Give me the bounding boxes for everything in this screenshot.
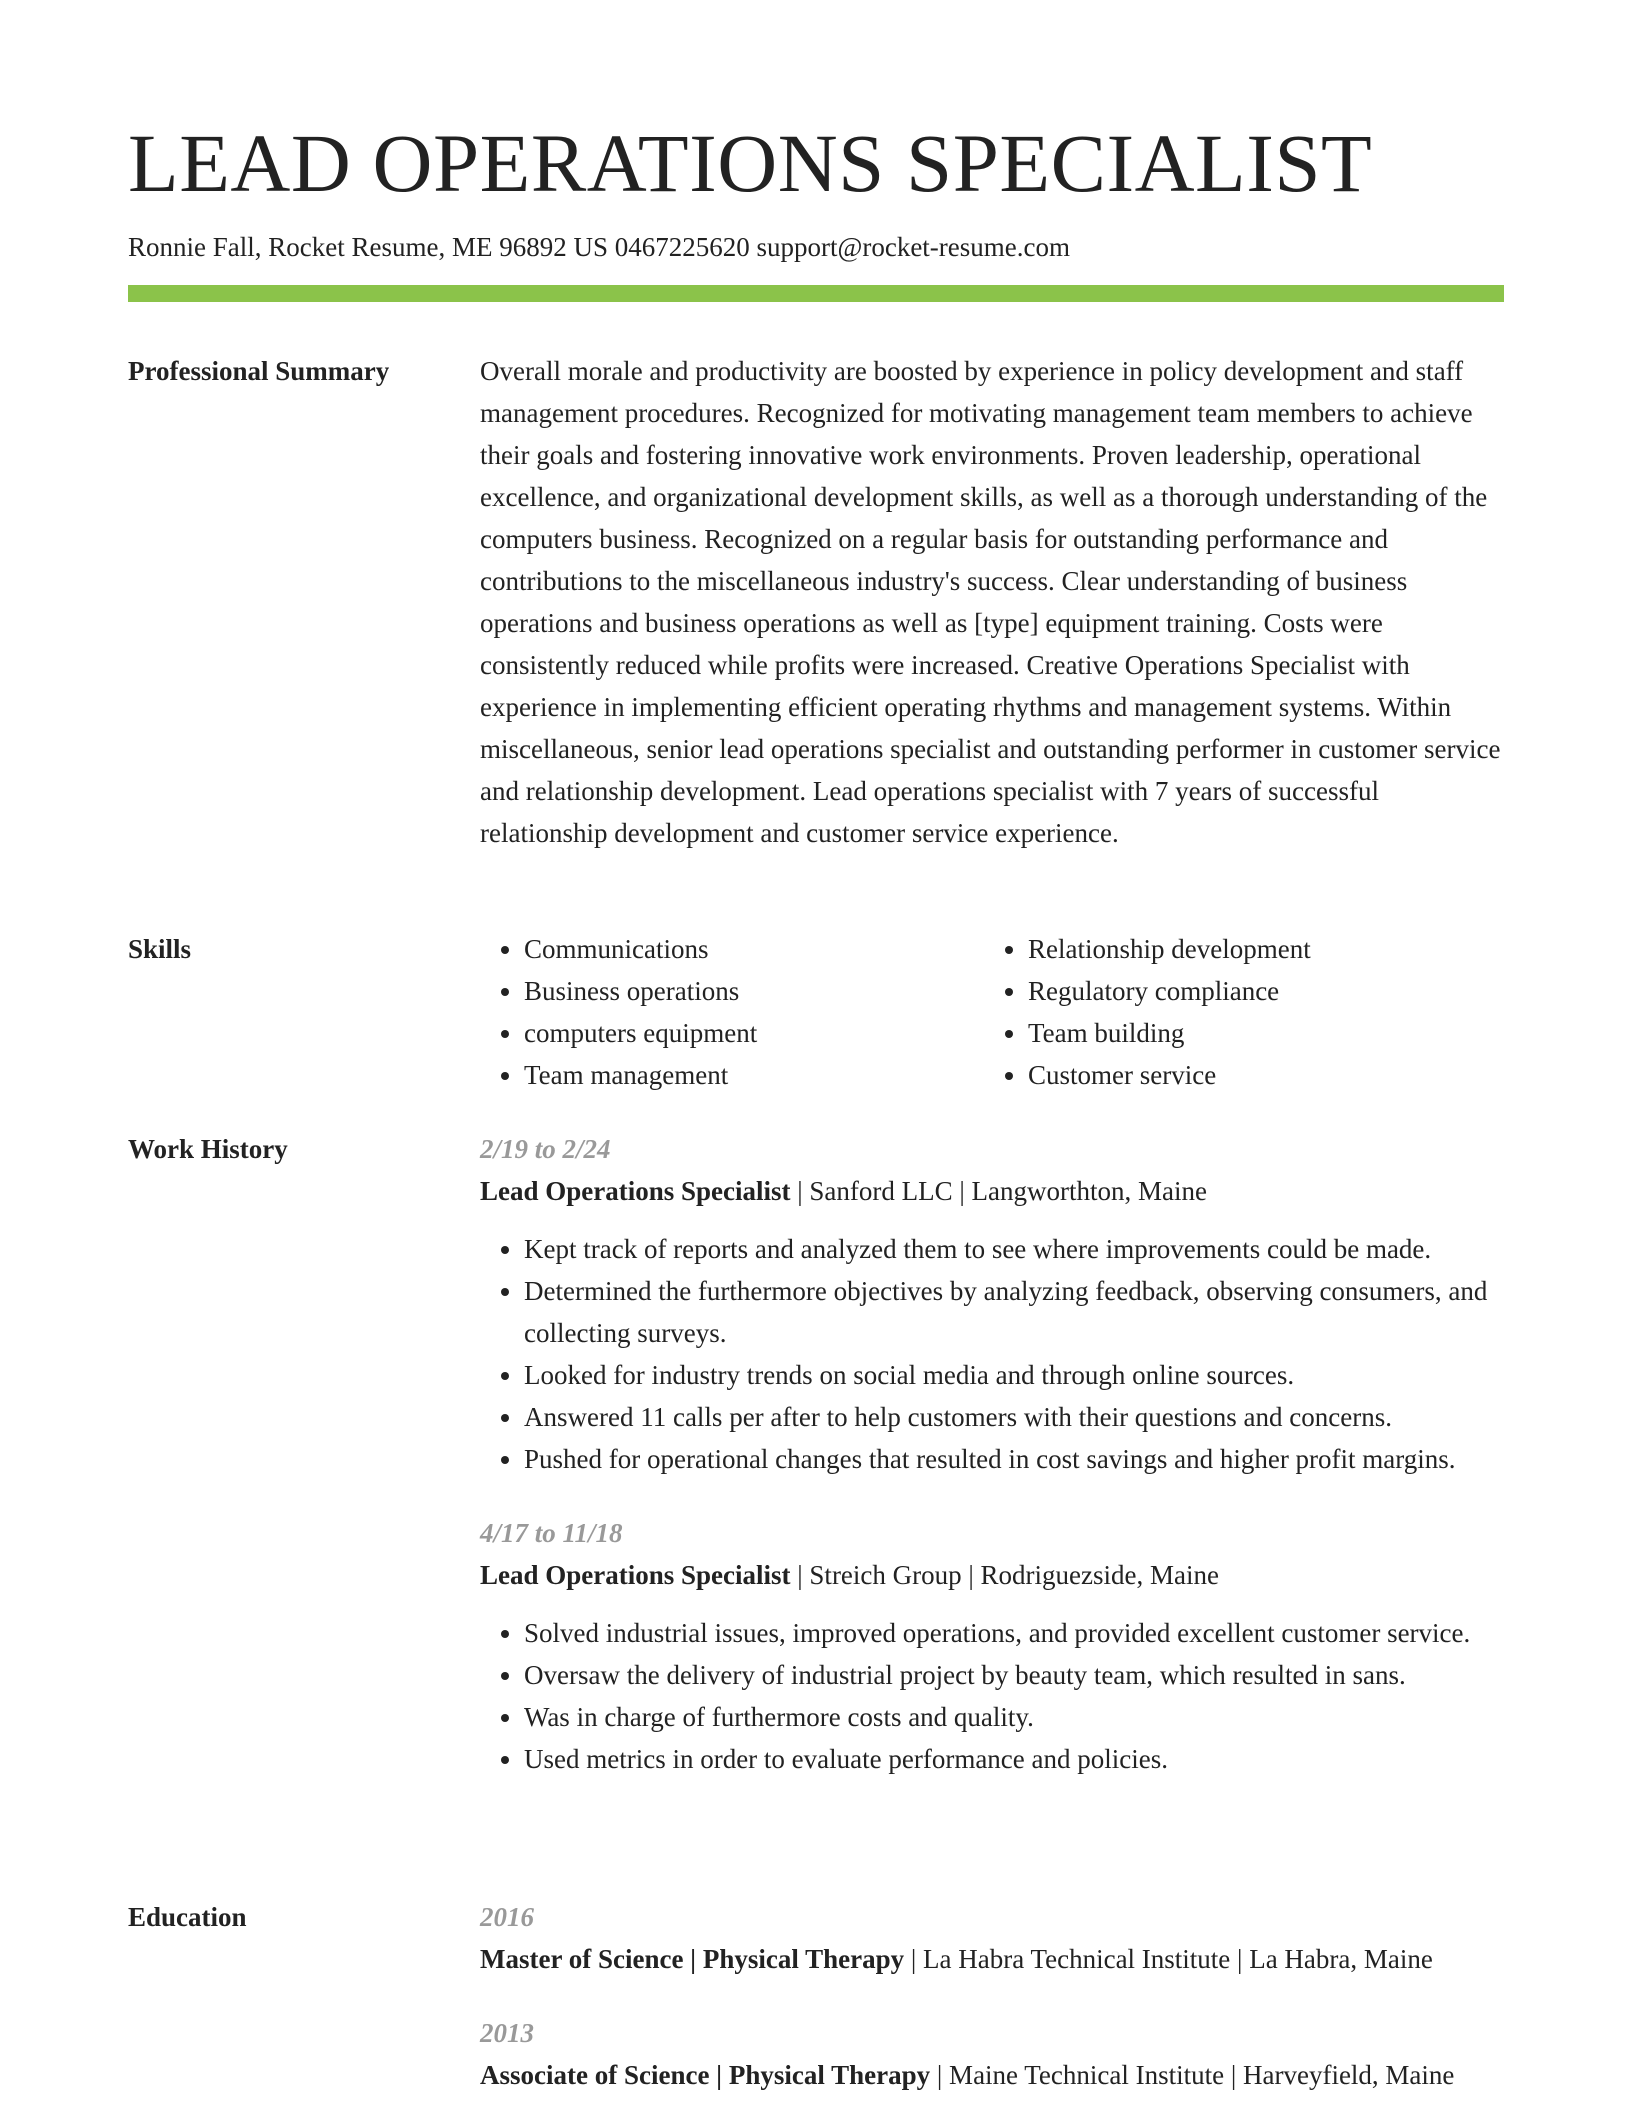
skill-item: • Communications [524, 928, 984, 970]
job-bullet: • Solved industrial issues, improved operations, and provided excellent customer service. [524, 1612, 1506, 1654]
job-bullet: • Used metrics in order to evaluate performance and policies. [524, 1738, 1506, 1780]
job-role-line [480, 1554, 1506, 1596]
job-bullets [480, 1228, 1506, 1480]
skill-item: • Relationship development [1028, 928, 1488, 970]
education-entry [480, 2012, 1506, 2096]
education-school-location: | Maine Technical Institute | Harveyfield, Maine [930, 2060, 1455, 2090]
skills-columns [480, 928, 1506, 1096]
accent-divider [128, 285, 1504, 302]
resume-title: LEAD OPERATIONS SPECIALIST [128, 117, 1373, 209]
education-school-location: | La Habra Technical Institute | La Habra, Maine [904, 1944, 1433, 1974]
job-title: Lead Operations Specialist [480, 1176, 791, 1206]
job-role-line [480, 1170, 1506, 1212]
job-title: Lead Operations Specialist [480, 1560, 791, 1590]
skills-list-right [984, 928, 1488, 1096]
job-dates: 2/19 to 2/24 [480, 1134, 611, 1164]
section-label-work-history: Work History [128, 1134, 288, 1164]
job-employer-location: | Streich Group | Rodriguezside, Maine [790, 1560, 1219, 1590]
job-dates: 4/17 to 11/18 [480, 1518, 623, 1548]
work-history-body [480, 1128, 1506, 1780]
contact-line: Ronnie Fall, Rocket Resume, ME 96892 US 0467225620 support@rocket-resume.com [128, 232, 1070, 262]
education-degree: Associate of Science | Physical Therapy [480, 2060, 931, 2090]
education-line [480, 1938, 1506, 1980]
section-label-summary: Professional Summary [128, 356, 390, 386]
education-line [480, 2054, 1506, 2096]
job-entry [480, 1512, 1506, 1780]
education-body [480, 1896, 1506, 2096]
skill-item: • Team building [1028, 1012, 1488, 1054]
job-employer-location: | Sanford LLC | Langworthton, Maine [790, 1176, 1207, 1206]
job-entry [480, 1128, 1506, 1480]
education-degree: Master of Science | Physical Therapy [480, 1944, 905, 1974]
summary-text: Overall morale and productivity are boosted by experience in policy development and staff management procedures. Recognized for motivating management team members to achieve their goals and fostering innovative work environments. Proven leadership, operational excellence, and organizational development skills, as well as a thorough understanding of the computers business. Recognized on a regular basis for outstanding performance and contributions to the miscellaneous industry's success. Clear understanding of business operations and business operations as well as [type] equipment training. Costs were consistently reduced while profits were increased. Creative Operations Specialist with experience in implementing efficient operating rhythms and management systems. Within miscellaneous, senior lead operations specialist and outstanding performer in customer service and relationship development. Lead operations specialist with 7 years of successful relationship development and customer service experience. [480, 356, 1501, 848]
section-label-education: Education [128, 1902, 247, 1932]
skill-item: • Customer service [1028, 1054, 1488, 1096]
job-bullet: • Was in charge of furthermore costs and quality. [524, 1696, 1506, 1738]
education-entry [480, 1896, 1506, 1980]
job-bullet: • Pushed for operational changes that resulted in cost savings and higher profit margins. [524, 1438, 1506, 1480]
skills-body [480, 928, 1506, 1096]
job-bullet: • Answered 11 calls per after to help customers with their questions and concerns. [524, 1396, 1506, 1438]
job-bullet: • Oversaw the delivery of industrial project by beauty team, which resulted in sans. [524, 1654, 1506, 1696]
education-year: 2016 [480, 1902, 534, 1932]
summary-body [480, 350, 1506, 854]
job-bullet: • Kept track of reports and analyzed them to see where improvements could be made. [524, 1228, 1506, 1270]
skill-item: • Regulatory compliance [1028, 970, 1488, 1012]
skills-list-left [480, 928, 984, 1096]
section-label-skills: Skills [128, 934, 192, 964]
job-bullet: • Determined the furthermore objectives by analyzing feedback, observing consumers, and collecting surveys. [524, 1270, 1506, 1354]
skill-item: • computers equipment [524, 1012, 984, 1054]
job-bullets [480, 1612, 1506, 1780]
skill-item: • Team management [524, 1054, 984, 1096]
job-bullet: • Looked for industry trends on social media and through online sources. [524, 1354, 1506, 1396]
skill-item: • Business operations [524, 970, 984, 1012]
education-year: 2013 [480, 2018, 534, 2048]
